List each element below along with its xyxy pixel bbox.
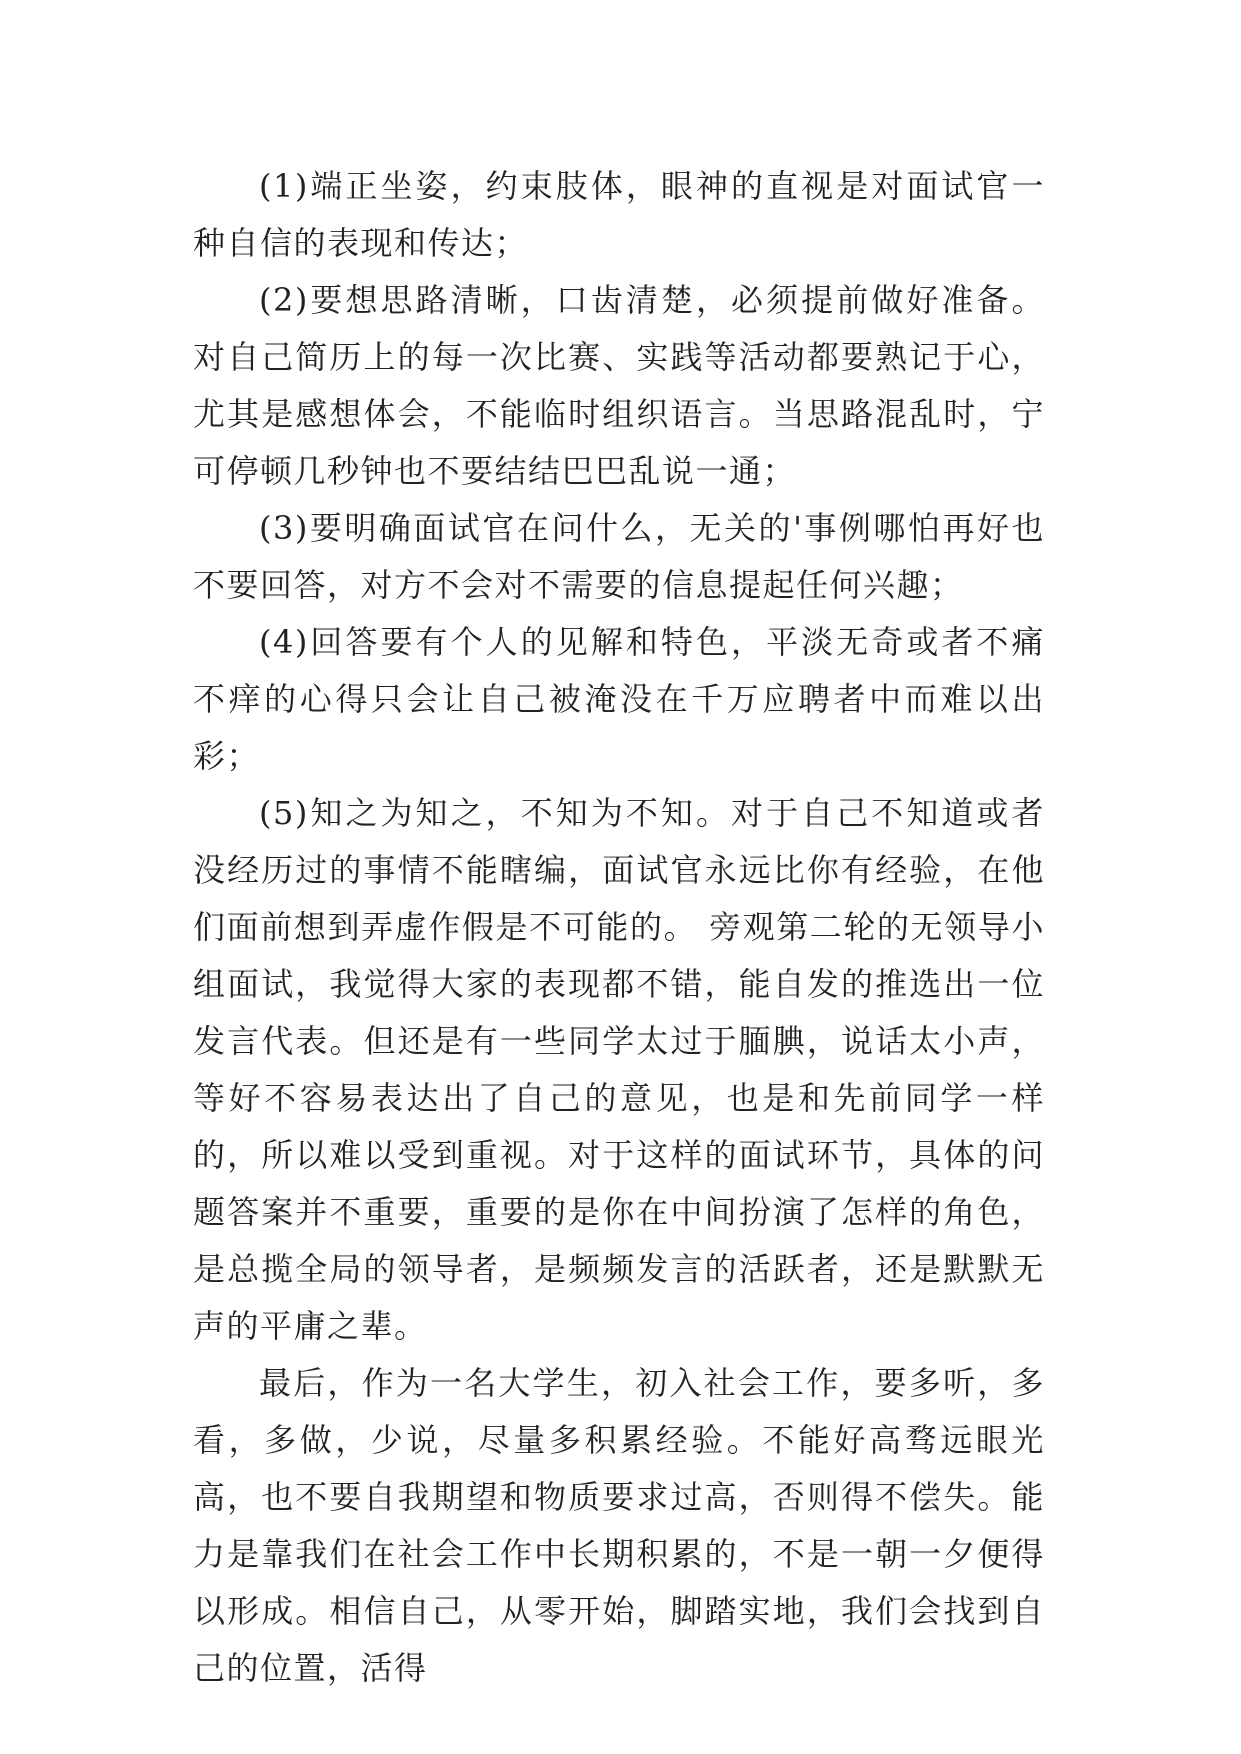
paragraph-3: (3)要明确面试官在问什么，无关的'事例哪怕再好也不要回答，对方不会对不需要的信息提起任何兴趣；	[193, 509, 1045, 604]
paragraph-1: (1)端正坐姿，约束肢体，眼神的直视是对面试官一种自信的表现和传达；	[193, 167, 1045, 262]
paragraph-4: (4)回答要有个人的见解和特色，平淡无奇或者不痛不痒的心得只会让自己被淹没在千万应聘者中而难以出彩；	[193, 623, 1045, 775]
paragraph-5: (5)知之为知之，不知为不知。对于自己不知道或者没经历过的事情不能瞎编，面试官永远比你有经验，在他们面前想到弄虚作假是不可能的。 旁观第二轮的无领导小组面试，我觉得大家的表现都不错，能自发的推选出一位发言代表。但还是有一些同学太过于腼腆，说话太小声，等好不容易表达出了自己的意见，也是和先前同学一样的，所以难以受到重视。对于这样的面试环节，具体的问题答案并不重要，重要的是你在中间扮演了怎样的角色，是总揽全局的领导者，是频频发言的活跃者，还是默默无声的平庸之辈。	[193, 794, 1045, 1345]
paragraph-6: 最后，作为一名大学生，初入社会工作，要多听，多看，多做，少说，尽量多积累经验。不能好高骛远眼光高，也不要自我期望和物质要求过高，否则得不偿失。能力是靠我们在社会工作中长期积累的，不是一朝一夕便得以形成。相信自己，从零开始，脚踏实地，我们会找到自己的位置，活得	[193, 1364, 1045, 1687]
paragraph-2: (2)要想思路清晰，口齿清楚，必须提前做好准备。对自己简历上的每一次比赛、实践等活动都要熟记于心，尤其是感想体会，不能临时组织语言。当思路混乱时，宁可停顿几秒钟也不要结结巴巴乱说一通；	[193, 281, 1045, 490]
body-text	[193, 158, 1045, 1697]
